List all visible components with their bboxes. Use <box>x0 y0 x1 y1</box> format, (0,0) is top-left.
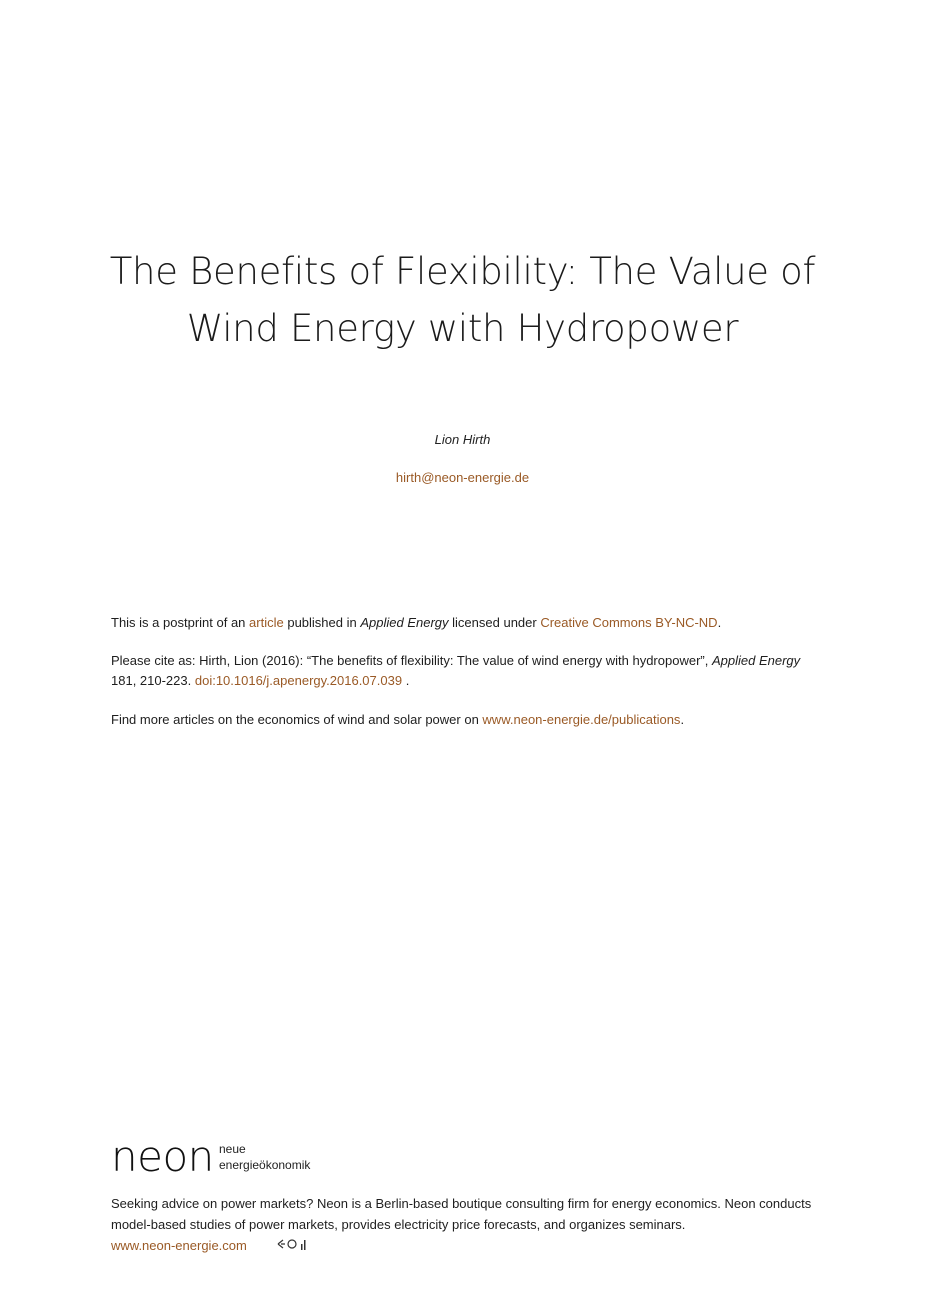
footer-links-row <box>111 1235 821 1257</box>
footer-blurb <box>111 1193 821 1257</box>
doi-link[interactable]: doi:10.1016/j.apenergy.2016.07.039 <box>194 673 403 688</box>
postprint-licensed: licensed under <box>452 615 537 630</box>
citation-text: Please cite as: Hirth, Lion (2016): “The benefits of flexibility: The value of wind energy with hydropower”, <box>111 653 709 668</box>
publications-link[interactable]: www.neon-energie.de/publications <box>482 712 681 727</box>
circle-icon[interactable] <box>288 1240 296 1248</box>
postprint-prefix: This is a postprint of an <box>111 615 246 630</box>
author-name: Lion Hirth <box>434 432 491 447</box>
citation-journal: Applied Energy <box>711 653 801 668</box>
more-articles-notice <box>111 710 821 730</box>
paper-title <box>0 243 925 357</box>
footer-text: Seeking advice on power markets? Neon is a Berlin-based boutique consulting firm for energy economics. Neon conducts model-based studies of power markets, provides electricity price forecasts, and organizes seminars. <box>111 1196 812 1232</box>
postprint-end: . <box>717 615 722 630</box>
logo-tagline-line-2: energieökonomik <box>219 1158 311 1172</box>
more-text: Find more articles on the economics of wind and solar power on <box>111 712 479 727</box>
logo-tagline-line-1: neue <box>219 1142 246 1156</box>
bar-chart-icon[interactable] <box>301 1240 306 1250</box>
license-link[interactable]: Creative Commons BY-NC-ND <box>540 615 718 630</box>
website-link[interactable]: www.neon-energie.com <box>111 1238 247 1253</box>
citation-end: . <box>405 673 410 688</box>
postprint-notice <box>111 613 821 633</box>
title-line-2: Wind Energy with Hydropower <box>186 307 739 350</box>
more-end: . <box>680 712 685 727</box>
logo-tagline <box>219 1141 310 1173</box>
journal-name: Applied Energy <box>360 615 449 630</box>
author-email-link[interactable]: hirth@neon-energie.de <box>395 470 530 485</box>
twitter-icon[interactable] <box>278 1240 285 1248</box>
social-icons-svg <box>276 1237 310 1251</box>
title-line-1: The Benefits of Flexibility: The Value of <box>109 250 816 293</box>
article-link[interactable]: article <box>249 615 284 630</box>
social-icons <box>276 1236 310 1257</box>
neon-logo <box>111 1132 371 1181</box>
postprint-middle: published in <box>287 615 357 630</box>
citation-notice <box>111 651 821 691</box>
citation-volume: 181, 210-223. <box>111 673 192 688</box>
logo-wordmark: neon <box>111 1132 214 1181</box>
